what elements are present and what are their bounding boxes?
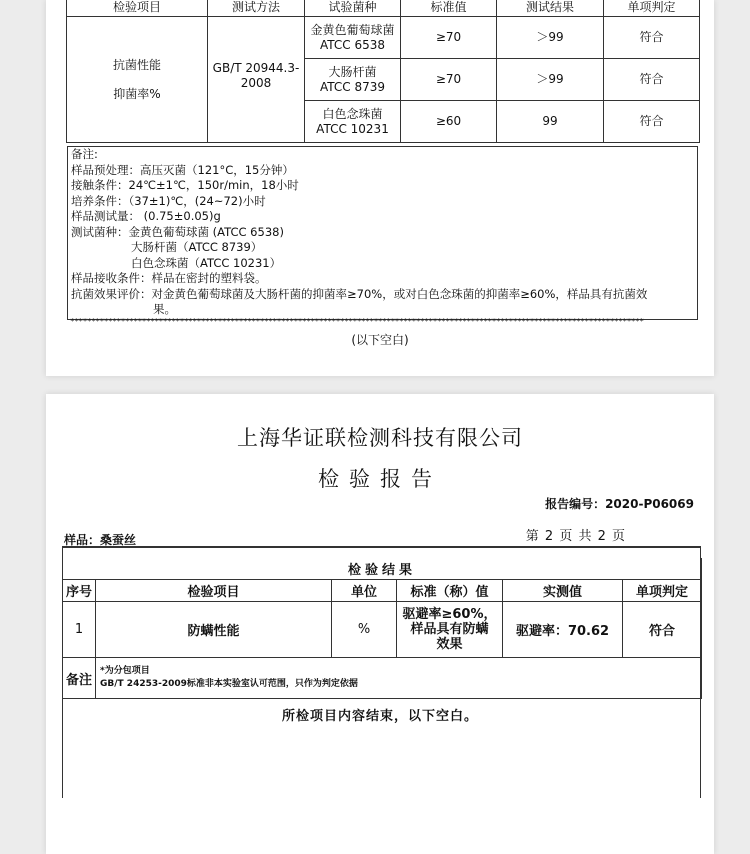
header-strain: 试验菌种 — [305, 0, 401, 17]
table-header-row — [63, 580, 702, 602]
row-standard — [397, 602, 503, 658]
standard-line: 驱避率≥60%， — [402, 607, 497, 622]
table-header-row — [67, 0, 700, 17]
header-item: 检验项目 — [96, 580, 332, 602]
strain-cell — [305, 17, 401, 59]
header-verdict: 单项判定 — [623, 580, 702, 602]
remarks-line: 抗菌效果评价：对金黄色葡萄球菌及大肠杆菌的抑菌率≥70%，或对白色念珠菌的抑菌率≥60%，样品具有抗菌效 — [71, 286, 648, 301]
header-result: 测试结果 — [497, 0, 604, 17]
note-label: 备注 — [63, 658, 96, 699]
result-cell: ＞99 — [497, 59, 604, 101]
remarks-line: 样品测试量： (0.75±0.05)g — [71, 209, 221, 223]
remarks-line: 样品预处理：高压灭菌（121°C，15分钟） — [71, 162, 294, 177]
table-title: 检验结果 — [63, 558, 702, 580]
table-title-row — [63, 558, 702, 580]
verdict-cell: 符合 — [604, 101, 700, 143]
strain-name: 白色念珠菌 — [322, 106, 383, 121]
report-number: 报告编号：2020-P06069 — [545, 497, 694, 511]
remarks-line: 测试菌种：金黄色葡萄球菌 (ATCC 6538) — [71, 224, 284, 239]
note-line: *为分包项目 — [100, 666, 150, 676]
report-page-2 — [46, 394, 714, 854]
strain-cell — [305, 101, 401, 143]
standard-line: 效果 — [436, 637, 463, 652]
strain-name: 大肠杆菌 — [328, 64, 377, 79]
remarks-line: 样品接收条件：样品在密封的塑料袋。 — [71, 271, 267, 285]
standard-cell: ≥60 — [401, 101, 497, 143]
note-row — [63, 658, 702, 699]
table-row — [63, 602, 702, 658]
header-standard: 标准值 — [401, 0, 497, 17]
result-cell: ＞99 — [497, 17, 604, 59]
test-item-name: 抗菌性能 — [112, 57, 161, 72]
row-verdict: 符合 — [623, 602, 702, 658]
strain-code: ATCC 6538 — [319, 37, 385, 52]
remarks-line: 接触条件：24℃±1℃，150r/min，18小时 — [71, 178, 299, 192]
test-item-unit: 抑菌率% — [113, 86, 161, 101]
header-method: 测试方法 — [208, 0, 305, 17]
company-name: 上海华证联检测科技有限公司 — [237, 426, 523, 450]
remarks-title: 备注: — [71, 147, 98, 161]
row-no: 1 — [63, 602, 96, 658]
header-unit: 单位 — [332, 580, 397, 602]
standard-line: 样品具有防螨 — [410, 622, 489, 637]
blank-note: (以下空白) — [351, 333, 409, 347]
end-text: 所检项目内容结束，以下空白。 — [281, 709, 478, 724]
asterisk-divider: **************************************************************************************************************************************** — [70, 317, 644, 326]
header-measured: 实测值 — [503, 580, 623, 602]
result-cell: 99 — [497, 101, 604, 143]
header-standard: 标准（称）值 — [397, 580, 503, 602]
remarks-line: 培养条件：（37±1)℃，(24~72)小时 — [71, 193, 266, 208]
page-count: 第 2 页 共 2 页 — [525, 529, 626, 544]
results-table — [62, 558, 702, 699]
verdict-cell: 符合 — [604, 59, 700, 101]
remarks-line: 白色念珠菌（ATCC 10231） — [131, 255, 282, 270]
row-measured: 驱避率：70.62 — [503, 602, 623, 658]
verdict-cell: 符合 — [604, 17, 700, 59]
table-row — [67, 17, 700, 59]
remarks-box — [67, 146, 698, 320]
note-text — [96, 658, 702, 699]
standard-cell: ≥70 — [401, 59, 497, 101]
header-item: 检验项目 — [67, 0, 208, 17]
remarks-line: 大肠杆菌（ATCC 8739） — [131, 240, 263, 254]
row-unit: % — [332, 602, 397, 658]
sample-name: 样品：桑蚕丝 — [64, 533, 137, 547]
standard-cell: ≥70 — [401, 17, 497, 59]
header-verdict: 单项判定 — [604, 0, 700, 17]
antibacterial-table — [66, 0, 700, 143]
test-item-cell — [67, 17, 208, 143]
test-method-cell: GB/T 20944.3-2008 — [208, 17, 305, 143]
remarks-line: 果。 — [153, 302, 176, 316]
header-no: 序号 — [63, 580, 96, 602]
strain-code: ATCC 8739 — [319, 79, 385, 94]
report-page-1 — [46, 0, 714, 376]
report-title: 检验报告 — [318, 467, 442, 491]
strain-name: 金黄色葡萄球菌 — [310, 22, 395, 37]
note-line: GB/T 24253-2009标准非本实验室认可范围，只作为判定依据 — [100, 679, 358, 689]
strain-cell — [305, 59, 401, 101]
strain-code: ATCC 10231 — [316, 121, 389, 136]
row-item: 防螨性能 — [96, 602, 332, 658]
